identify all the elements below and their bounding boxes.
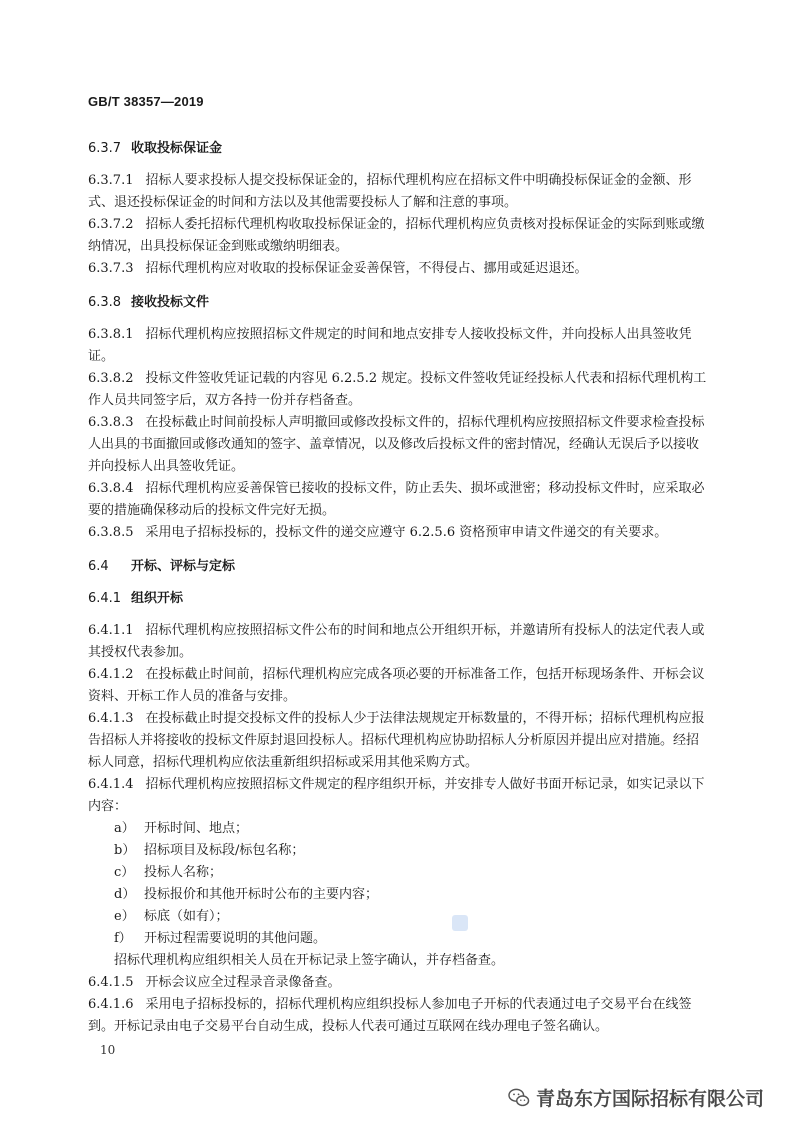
clause-paragraph bbox=[88, 170, 710, 214]
wechat-icon bbox=[508, 1088, 530, 1108]
list-item bbox=[88, 840, 710, 862]
heading-title: 收取投标保证金 bbox=[131, 141, 223, 156]
section-heading bbox=[88, 588, 710, 610]
watermark bbox=[508, 1084, 764, 1111]
list-item-label: f） bbox=[114, 931, 132, 946]
list-item-text: 标底（如有）； bbox=[144, 909, 229, 924]
clause-number: 6.4.1.3 bbox=[88, 711, 134, 726]
clause-paragraph bbox=[88, 664, 710, 708]
section-heading bbox=[88, 556, 710, 578]
clause-number: 6.3.7.2 bbox=[88, 217, 134, 232]
clause-paragraph bbox=[88, 620, 710, 664]
clause-paragraph bbox=[88, 324, 710, 368]
clause-text: 招标代理机构应妥善保管已接收的投标文件，防止丢失、损坏或泄密；移动投标文件时，应采取必要的措施确保移动后的投标文件完好无损。 bbox=[88, 481, 705, 518]
clause-text: 招标代理机构应按照招标文件规定的时间和地点安排专人接收投标文件，并向投标人出具签收凭证。 bbox=[88, 327, 692, 364]
list-item-label: e） bbox=[114, 909, 135, 924]
list-item bbox=[88, 928, 710, 950]
list-item-label: c） bbox=[114, 865, 135, 880]
clause-number: 6.4.1.4 bbox=[88, 777, 134, 792]
heading-number: 6.4 bbox=[88, 559, 109, 574]
clause-text: 开标会议应全过程录音录像备查。 bbox=[145, 975, 341, 990]
clause-paragraph bbox=[88, 774, 710, 818]
clause-text: 投标文件签收凭证记载的内容见 6.2.5.2 规定。投标文件签收凭证经投标人代表和招标代理机构工作人员共同签字后，双方各持一份并存档备查。 bbox=[88, 371, 707, 408]
heading-number: 6.3.8 bbox=[88, 295, 122, 310]
list-item-text: 投标人名称； bbox=[144, 865, 223, 880]
clause-paragraph bbox=[88, 214, 710, 258]
clause-text: 采用电子招标投标的，投标文件的递交应遵守 6.2.5.6 资格预审申请文件递交的有关要求。 bbox=[145, 525, 668, 540]
clause-text: 招标代理机构应对收取的投标保证金妥善保管，不得侵占、挪用或延迟退还。 bbox=[145, 261, 588, 276]
clause-text: 在投标截止时间前投标人声明撤回或修改投标文件的，招标代理机构应按照招标文件要求检查投标人出具的书面撤回或修改通知的签字、盖章情况，以及修改后投标文件的密封情况，经确认无误后予以接收并向投标人出具签收凭证。 bbox=[88, 415, 705, 474]
clause-paragraph bbox=[88, 994, 710, 1038]
standard-code: GB/T 38357—2019 bbox=[88, 94, 204, 109]
clause-number: 6.4.1.6 bbox=[88, 997, 134, 1012]
clause-text: 在投标截止时间前，招标代理机构应完成各项必要的开标准备工作，包括开标现场条件、开标会议资料、开标工作人员的准备与安排。 bbox=[88, 667, 705, 704]
list-item-text: 招标项目及标段/标包名称； bbox=[144, 843, 305, 858]
clause-number: 6.4.1.5 bbox=[88, 975, 134, 990]
list-item-text: 投标报价和其他开标时公布的主要内容； bbox=[144, 887, 379, 902]
clause-text: 招标人要求投标人提交投标保证金的，招标代理机构应在招标文件中明确投标保证金的金额、形式、退还投标保证金的时间和方法以及其他需要投标人了解和注意的事项。 bbox=[88, 173, 692, 210]
heading-title: 开标、评标与定标 bbox=[131, 559, 236, 574]
list-item bbox=[88, 884, 710, 906]
clause-text: 招标代理机构应按照招标文件公布的时间和地点公开组织开标，并邀请所有投标人的法定代表人或其授权代表参加。 bbox=[88, 623, 705, 660]
list-item-label: b） bbox=[114, 843, 136, 858]
heading-number: 6.4.1 bbox=[88, 591, 122, 606]
clause-paragraph bbox=[88, 972, 710, 994]
document-body bbox=[88, 138, 710, 1038]
section-heading bbox=[88, 292, 710, 314]
clause-paragraph bbox=[88, 478, 710, 522]
clause-number: 6.3.8.3 bbox=[88, 415, 134, 430]
list-item-text: 开标时间、地点； bbox=[144, 821, 249, 836]
clause-paragraph bbox=[88, 368, 710, 412]
list-item bbox=[88, 862, 710, 884]
clause-paragraph bbox=[88, 258, 710, 280]
heading-title: 组织开标 bbox=[131, 591, 184, 606]
clause-text: 招标人委托招标代理机构收取投标保证金的，招标代理机构应负责核对投标保证金的实际到账或缴纳情况，出具投标保证金到账或缴纳明细表。 bbox=[88, 217, 705, 254]
section-heading bbox=[88, 138, 710, 160]
clause-number: 6.3.7.1 bbox=[88, 173, 134, 188]
clause-number: 6.4.1.2 bbox=[88, 667, 134, 682]
clause-number: 6.3.7.3 bbox=[88, 261, 134, 276]
page-number: 10 bbox=[100, 1043, 116, 1057]
plain-paragraph bbox=[88, 950, 710, 972]
clause-number: 6.3.8.4 bbox=[88, 481, 134, 496]
clause-number: 6.3.8.2 bbox=[88, 371, 134, 386]
heading-title: 接收投标文件 bbox=[131, 295, 210, 310]
list-item bbox=[88, 906, 710, 928]
list-item-label: a） bbox=[114, 821, 135, 836]
list-item bbox=[88, 818, 710, 840]
watermark-text: 青岛东方国际招标有限公司 bbox=[536, 1088, 765, 1110]
faint-logo-icon bbox=[450, 913, 470, 933]
heading-number: 6.3.7 bbox=[88, 141, 122, 156]
clause-number: 6.4.1.1 bbox=[88, 623, 134, 638]
clause-paragraph bbox=[88, 412, 710, 478]
clause-text: 采用电子招标投标的，招标代理机构应组织投标人参加电子开标的代表通过电子交易平台在线签到。开标记录由电子交易平台自动生成，投标人代表可通过互联网在线办理电子签名确认。 bbox=[88, 997, 692, 1034]
list-item-label: d） bbox=[114, 887, 136, 902]
clause-text: 在投标截止时提交投标文件的投标人少于法律法规规定开标数量的，不得开标；招标代理机构应报告招标人并将接收的投标文件原封退回投标人。招标代理机构应协助招标人分析原因并提出应对措施。经招标人同意，招标代理机构应依法重新组织招标或采用其他采购方式。 bbox=[88, 711, 705, 770]
clause-text: 招标代理机构应按照招标文件规定的程序组织开标，并安排专人做好书面开标记录，如实记录以下内容： bbox=[88, 777, 705, 814]
paragraph-text: 招标代理机构应组织相关人员在开标记录上签字确认，并存档备查。 bbox=[114, 953, 505, 968]
clause-paragraph bbox=[88, 708, 710, 774]
list-item-text: 开标过程需要说明的其他问题。 bbox=[144, 931, 327, 946]
clause-paragraph bbox=[88, 522, 710, 544]
clause-number: 6.3.8.1 bbox=[88, 327, 134, 342]
clause-number: 6.3.8.5 bbox=[88, 525, 134, 540]
